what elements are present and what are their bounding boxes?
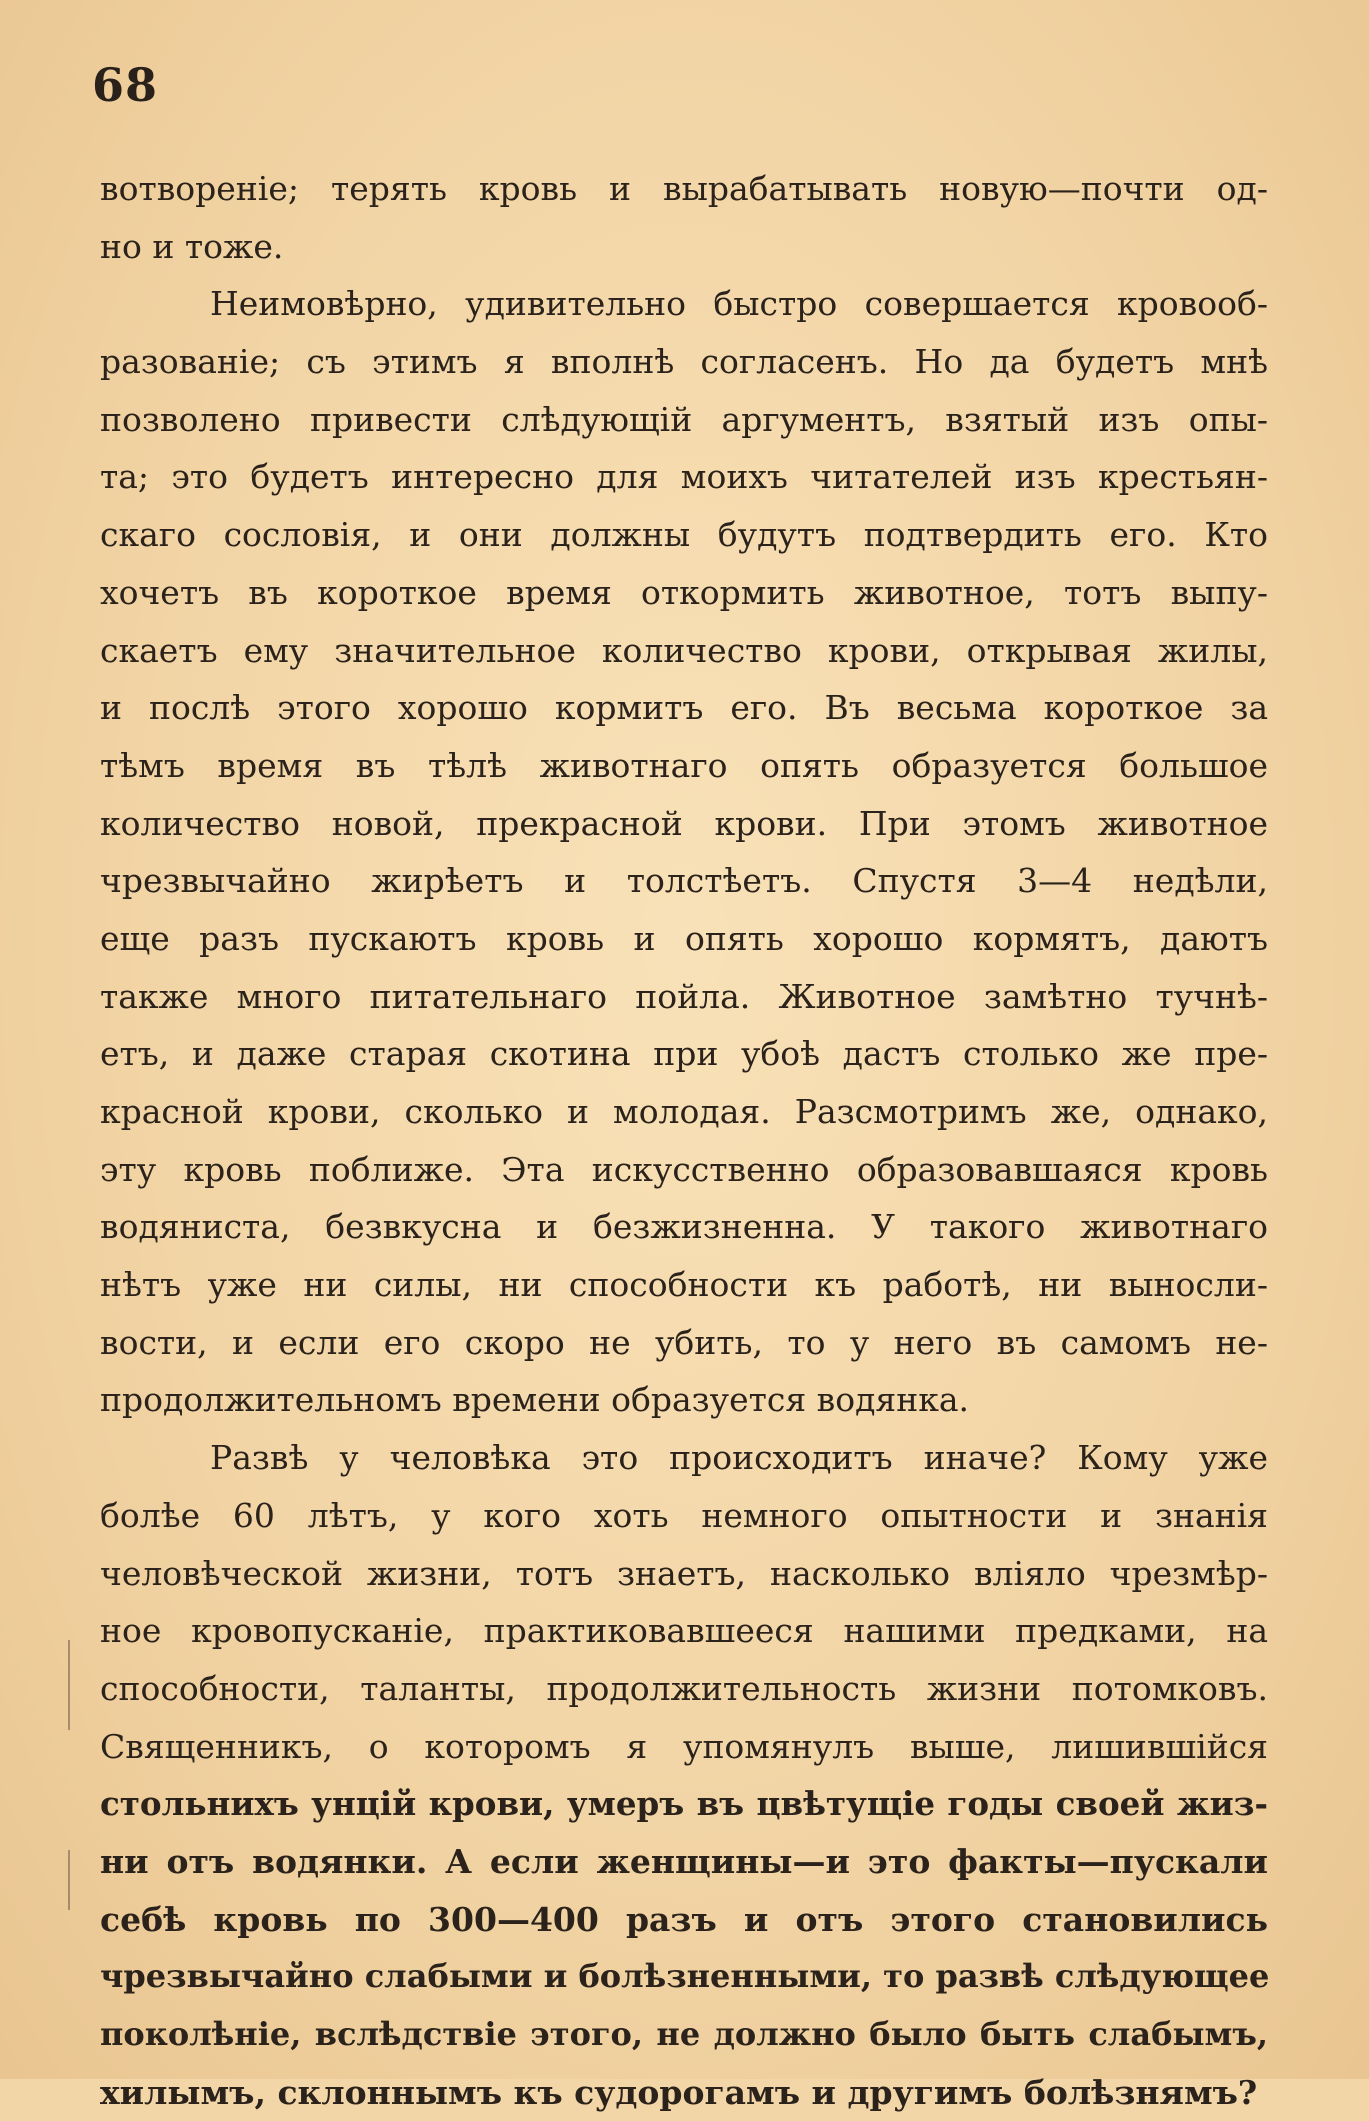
text-line: Священникъ, о которомъ я упомянулъ выше, лишившійся — [100, 1726, 1268, 1766]
text-line: но и тоже. — [100, 226, 284, 266]
margin-mark — [68, 1640, 70, 1730]
text-line: болѣе 60 лѣтъ, у кого хоть немного опытности и знанія — [100, 1495, 1268, 1535]
text-line: человѣческой жизни, тотъ знаетъ, насколько вліяло чрезмѣр- — [100, 1553, 1268, 1593]
body-text — [100, 160, 1268, 2121]
text-line: водяниста, безвкусна и безжизненна. У такого животнаго — [100, 1207, 1268, 1247]
text-line: позволено привести слѣдующій аргументъ, взятый изъ опы- — [100, 399, 1268, 439]
text-line: поколѣніе, вслѣдствіе этого, не должно было быть слабымъ, — [100, 2015, 1268, 2053]
text-line: также много питательнаго пойла. Животное замѣтно тучнѣ- — [100, 976, 1268, 1016]
text-line: разованіе; съ этимъ я вполнѣ согласенъ. Но да будетъ мнѣ — [100, 342, 1268, 382]
text-line: Развѣ у человѣка это происходитъ иначе? Кому уже — [210, 1438, 1268, 1478]
text-line: чрезвычайно слабыми и болѣзненными, то развѣ слѣдующее — [100, 1957, 1270, 1996]
text-line: вости, и если его скоро не убить, то у него въ самомъ не- — [100, 1322, 1268, 1362]
text-line: хочетъ въ короткое время откормить животное, тотъ выпу- — [100, 572, 1268, 612]
text-line: себѣ кровь по 300—400 разъ и отъ этого становились — [100, 1899, 1268, 1939]
text-line: количество новой, прекрасной крови. При этомъ животное — [100, 803, 1268, 843]
text-line: еще разъ пускаютъ кровь и опять хорошо кормятъ, даютъ — [100, 918, 1268, 958]
text-line: вотвореніе; терять кровь и вырабатывать новую—почти од- — [100, 169, 1268, 208]
text-line: нѣтъ уже ни силы, ни способности къ работѣ, ни выносли- — [100, 1265, 1268, 1305]
text-line: способности, таланты, продолжительность жизни потомковъ. — [100, 1668, 1268, 1708]
text-line: та; это будетъ интересно для моихъ читателей изъ крестьян- — [100, 457, 1268, 497]
margin-mark — [68, 1850, 70, 1910]
text-line: стольнихъ унцій крови, умеръ въ цвѣтущіе годы своей жиз- — [100, 1784, 1268, 1824]
text-line: и послѣ этого хорошо кормитъ его. Въ весьма короткое за — [100, 688, 1268, 728]
text-line: продолжительномъ времени образуется водянка. — [100, 1380, 970, 1420]
text-line: етъ, и даже старая скотина при убоѣ дастъ столько же пре- — [100, 1034, 1268, 1074]
text-line: тѣмъ время въ тѣлѣ животнаго опять образуется большое — [100, 745, 1268, 785]
text-line: скаетъ ему значительное количество крови, открывая жилы, — [100, 630, 1268, 670]
text-line: скаго сословія, и они должны будутъ подтвердить его. Кто — [100, 515, 1268, 555]
text-line: красной крови, сколько и молодая. Разсмотримъ же, однако, — [100, 1092, 1268, 1131]
text-line: ни отъ водянки. А если женщины—и это факты—пускали — [100, 1841, 1268, 1881]
page-number: 68 — [92, 58, 159, 112]
text-line: ное кровопусканіе, практиковавшееся нашими предками, на — [100, 1611, 1268, 1651]
text-line: хилымъ, склоннымъ къ судорогамъ и другимъ болѣзнямъ? — [100, 2072, 1258, 2112]
text-line: Неимовѣрно, удивительно быстро совершается кровооб- — [210, 284, 1268, 324]
text-line: чрезвычайно жирѣетъ и толстѣетъ. Спустя 3—4 недѣли, — [100, 861, 1268, 901]
text-line: эту кровь поближе. Эта искусственно образовавшаяся кровь — [100, 1149, 1268, 1189]
